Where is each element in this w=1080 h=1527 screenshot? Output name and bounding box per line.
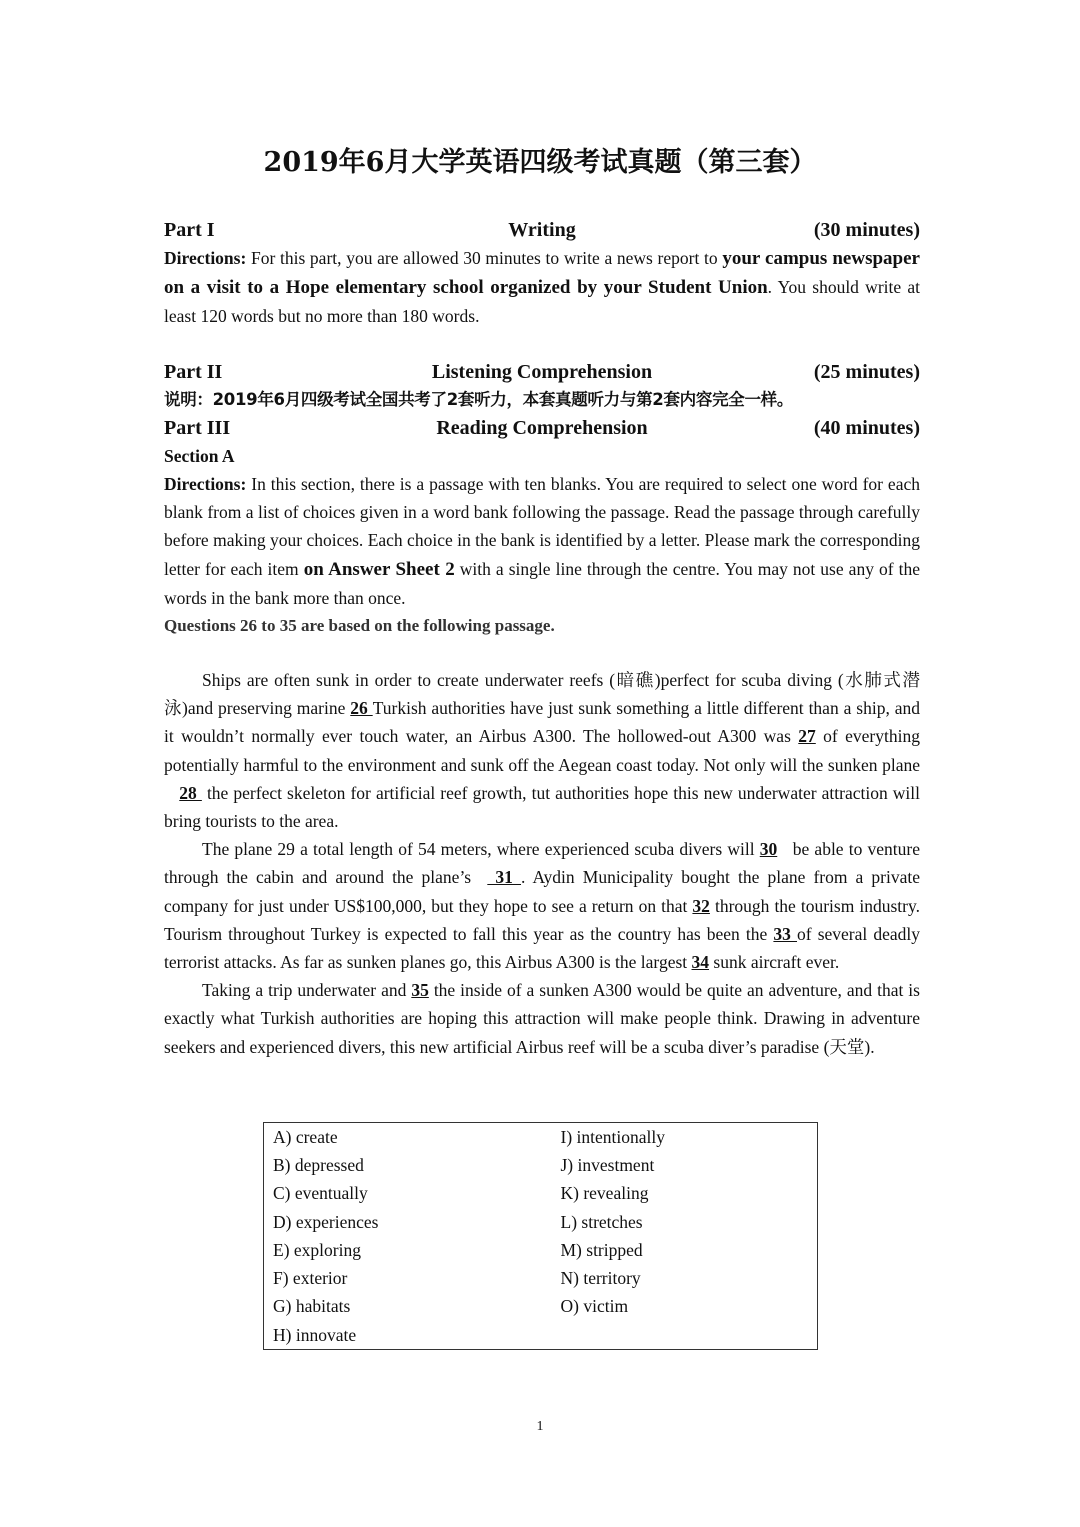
- word-bank-choice: K) revealing: [560, 1183, 649, 1204]
- text-segment: . You should write at least 120 words but no more than 180 words.: [164, 277, 921, 327]
- text-segment: The plane 29 a total length of 54 meters, where experienced scuba divers will: [202, 839, 760, 860]
- passage-paragraph: [164, 976, 920, 1061]
- text-segment: . Aydin Municipality bought the plane from a private company for just under US$100,000, but they hope to see a return on that: [164, 867, 921, 916]
- word-bank-choice: H) innovate: [273, 1324, 357, 1345]
- bold-text: on Answer Sheet 2: [303, 558, 455, 580]
- word-bank-row: [264, 1236, 818, 1264]
- answer-blank: 26: [350, 698, 373, 719]
- text-segment: of several deadly terrorist attacks. As far as sunken planes go, this Airbus A300 is the largest: [164, 923, 921, 973]
- part-label: Part II: [164, 360, 223, 383]
- part-time: (40 minutes): [813, 416, 920, 439]
- text-segment: be able to venture through the cabin and around the plane’s: [164, 839, 920, 888]
- word-bank: [263, 1122, 818, 1350]
- word-bank-row: [264, 1151, 818, 1179]
- answer-blank: 31: [487, 867, 522, 888]
- part-name: Listening Comprehension: [431, 360, 653, 383]
- part-label: Part I: [164, 218, 215, 241]
- answer-blank: 28: [179, 782, 202, 803]
- part-3-header: [164, 414, 920, 442]
- part-name: Writing: [508, 218, 576, 241]
- part-1: [164, 216, 920, 331]
- word-bank-choice: E) exploring: [273, 1239, 361, 1260]
- answer-blank: 34: [691, 952, 710, 973]
- word-bank-choice: A) create: [273, 1126, 338, 1147]
- word-bank-row: [264, 1293, 818, 1321]
- word-bank-choice: B) depressed: [273, 1154, 364, 1175]
- text-segment: with a single line through the centre. You may not use any of the words in the bank more than once.: [164, 558, 920, 608]
- answer-blank: 27: [798, 726, 816, 747]
- answer-blank: 32: [692, 895, 710, 916]
- text-segment: through the tourism industry. Tourism throughout Turkey is expected to fall this year as the country has been the: [164, 895, 920, 944]
- part-3: [164, 414, 920, 1061]
- word-bank-choice: N) territory: [560, 1268, 641, 1289]
- part-2: [164, 358, 920, 414]
- word-bank-choice: I) intentionally: [560, 1126, 665, 1147]
- part-1-header: [164, 216, 920, 244]
- word-bank-row: [264, 1123, 818, 1152]
- passage-paragraph: [164, 666, 920, 835]
- reading-directions: [164, 470, 920, 612]
- word-bank-choice: C) eventually: [273, 1183, 368, 1204]
- passage-paragraph: [164, 835, 920, 976]
- text-segment: For this part, you are allowed 30 minutes to write a news report to: [246, 248, 723, 268]
- word-bank-row: [264, 1180, 818, 1208]
- document-title: 2019年6月大学英语四级考试真题（第三套）: [263, 147, 817, 178]
- listening-note: 说明：2019年6月四级考试全国共考了2套听力，本套真题听力与第2套内容完全一样。: [164, 390, 794, 409]
- part-time: (25 minutes): [813, 360, 920, 383]
- questions-heading: Questions 26 to 35 are based on the following passage.: [164, 616, 555, 636]
- word-bank-choice: O) victim: [560, 1296, 629, 1317]
- text-segment: Turkish authorities have just sunk something a little different than a ship, and it wouldn’t normally ever touch water, an Airbus A300. The hollowed-out A300 was: [164, 698, 920, 747]
- writing-directions: [164, 244, 920, 331]
- part-2-header: [164, 358, 920, 386]
- word-bank-row: [264, 1264, 818, 1292]
- text-segment: In this section, there is a passage with ten blanks. You are required to select one word for each blank from a list of choices given in a word bank following the passage. Read the passage through carefully before making your choices. Each choice in the bank is identified by a letter. Please mark the corresponding letter for each item: [164, 474, 920, 579]
- text-segment: Taking a trip underwater and: [202, 980, 412, 1001]
- answer-blank: 35: [411, 980, 429, 1001]
- part-label: Part III: [164, 416, 231, 439]
- word-bank-choice: G) habitats: [273, 1296, 351, 1317]
- text-segment: of everything potentially harmful to the environment and sunk off the Aegean coast today. Not only will the sunken plane: [164, 726, 920, 803]
- text-segment: sunk aircraft ever.: [709, 952, 840, 973]
- bold-text: your campus newspaper on a visit to a Hope elementary school organized by your Student Union: [164, 248, 920, 299]
- part-time: (30 minutes): [813, 218, 920, 241]
- text-segment: the perfect skeleton for artificial reef growth, tut authorities hope this new underwater attraction will bring tourists to the area.: [164, 782, 921, 832]
- word-bank-choice: L) stretches: [560, 1211, 643, 1232]
- answer-blank: 30: [759, 839, 778, 860]
- bold-text: Directions:: [164, 248, 247, 268]
- word-bank-choice: D) experiences: [273, 1211, 379, 1232]
- word-bank-choice: F) exterior: [273, 1268, 348, 1289]
- text-segment: Ships are often sunk in order to create underwater reefs (暗礁)perfect for scuba diving (水肺式潜泳)and preserving marine: [164, 670, 920, 719]
- part-name: Reading Comprehension: [436, 416, 648, 439]
- page-number: 1: [536, 1419, 544, 1434]
- text-segment: the inside of a sunken A300 would be quite an adventure, and that is exactly what Turkish authorities are hoping this attraction will make people think. Drawing in adventure seekers and experienced divers, this new artificial Airbus reef will be a scuba diver’s paradise (天堂).: [164, 980, 920, 1057]
- word-bank-row: [264, 1208, 818, 1236]
- word-bank-choice: M) stripped: [560, 1239, 643, 1260]
- word-bank-choice: [541, 1321, 818, 1350]
- word-bank-row: [264, 1321, 818, 1350]
- bold-text: Directions:: [164, 474, 247, 494]
- section-heading: Section A: [164, 446, 235, 466]
- answer-blank: 33: [773, 923, 798, 944]
- word-bank-choice: J) investment: [560, 1154, 655, 1175]
